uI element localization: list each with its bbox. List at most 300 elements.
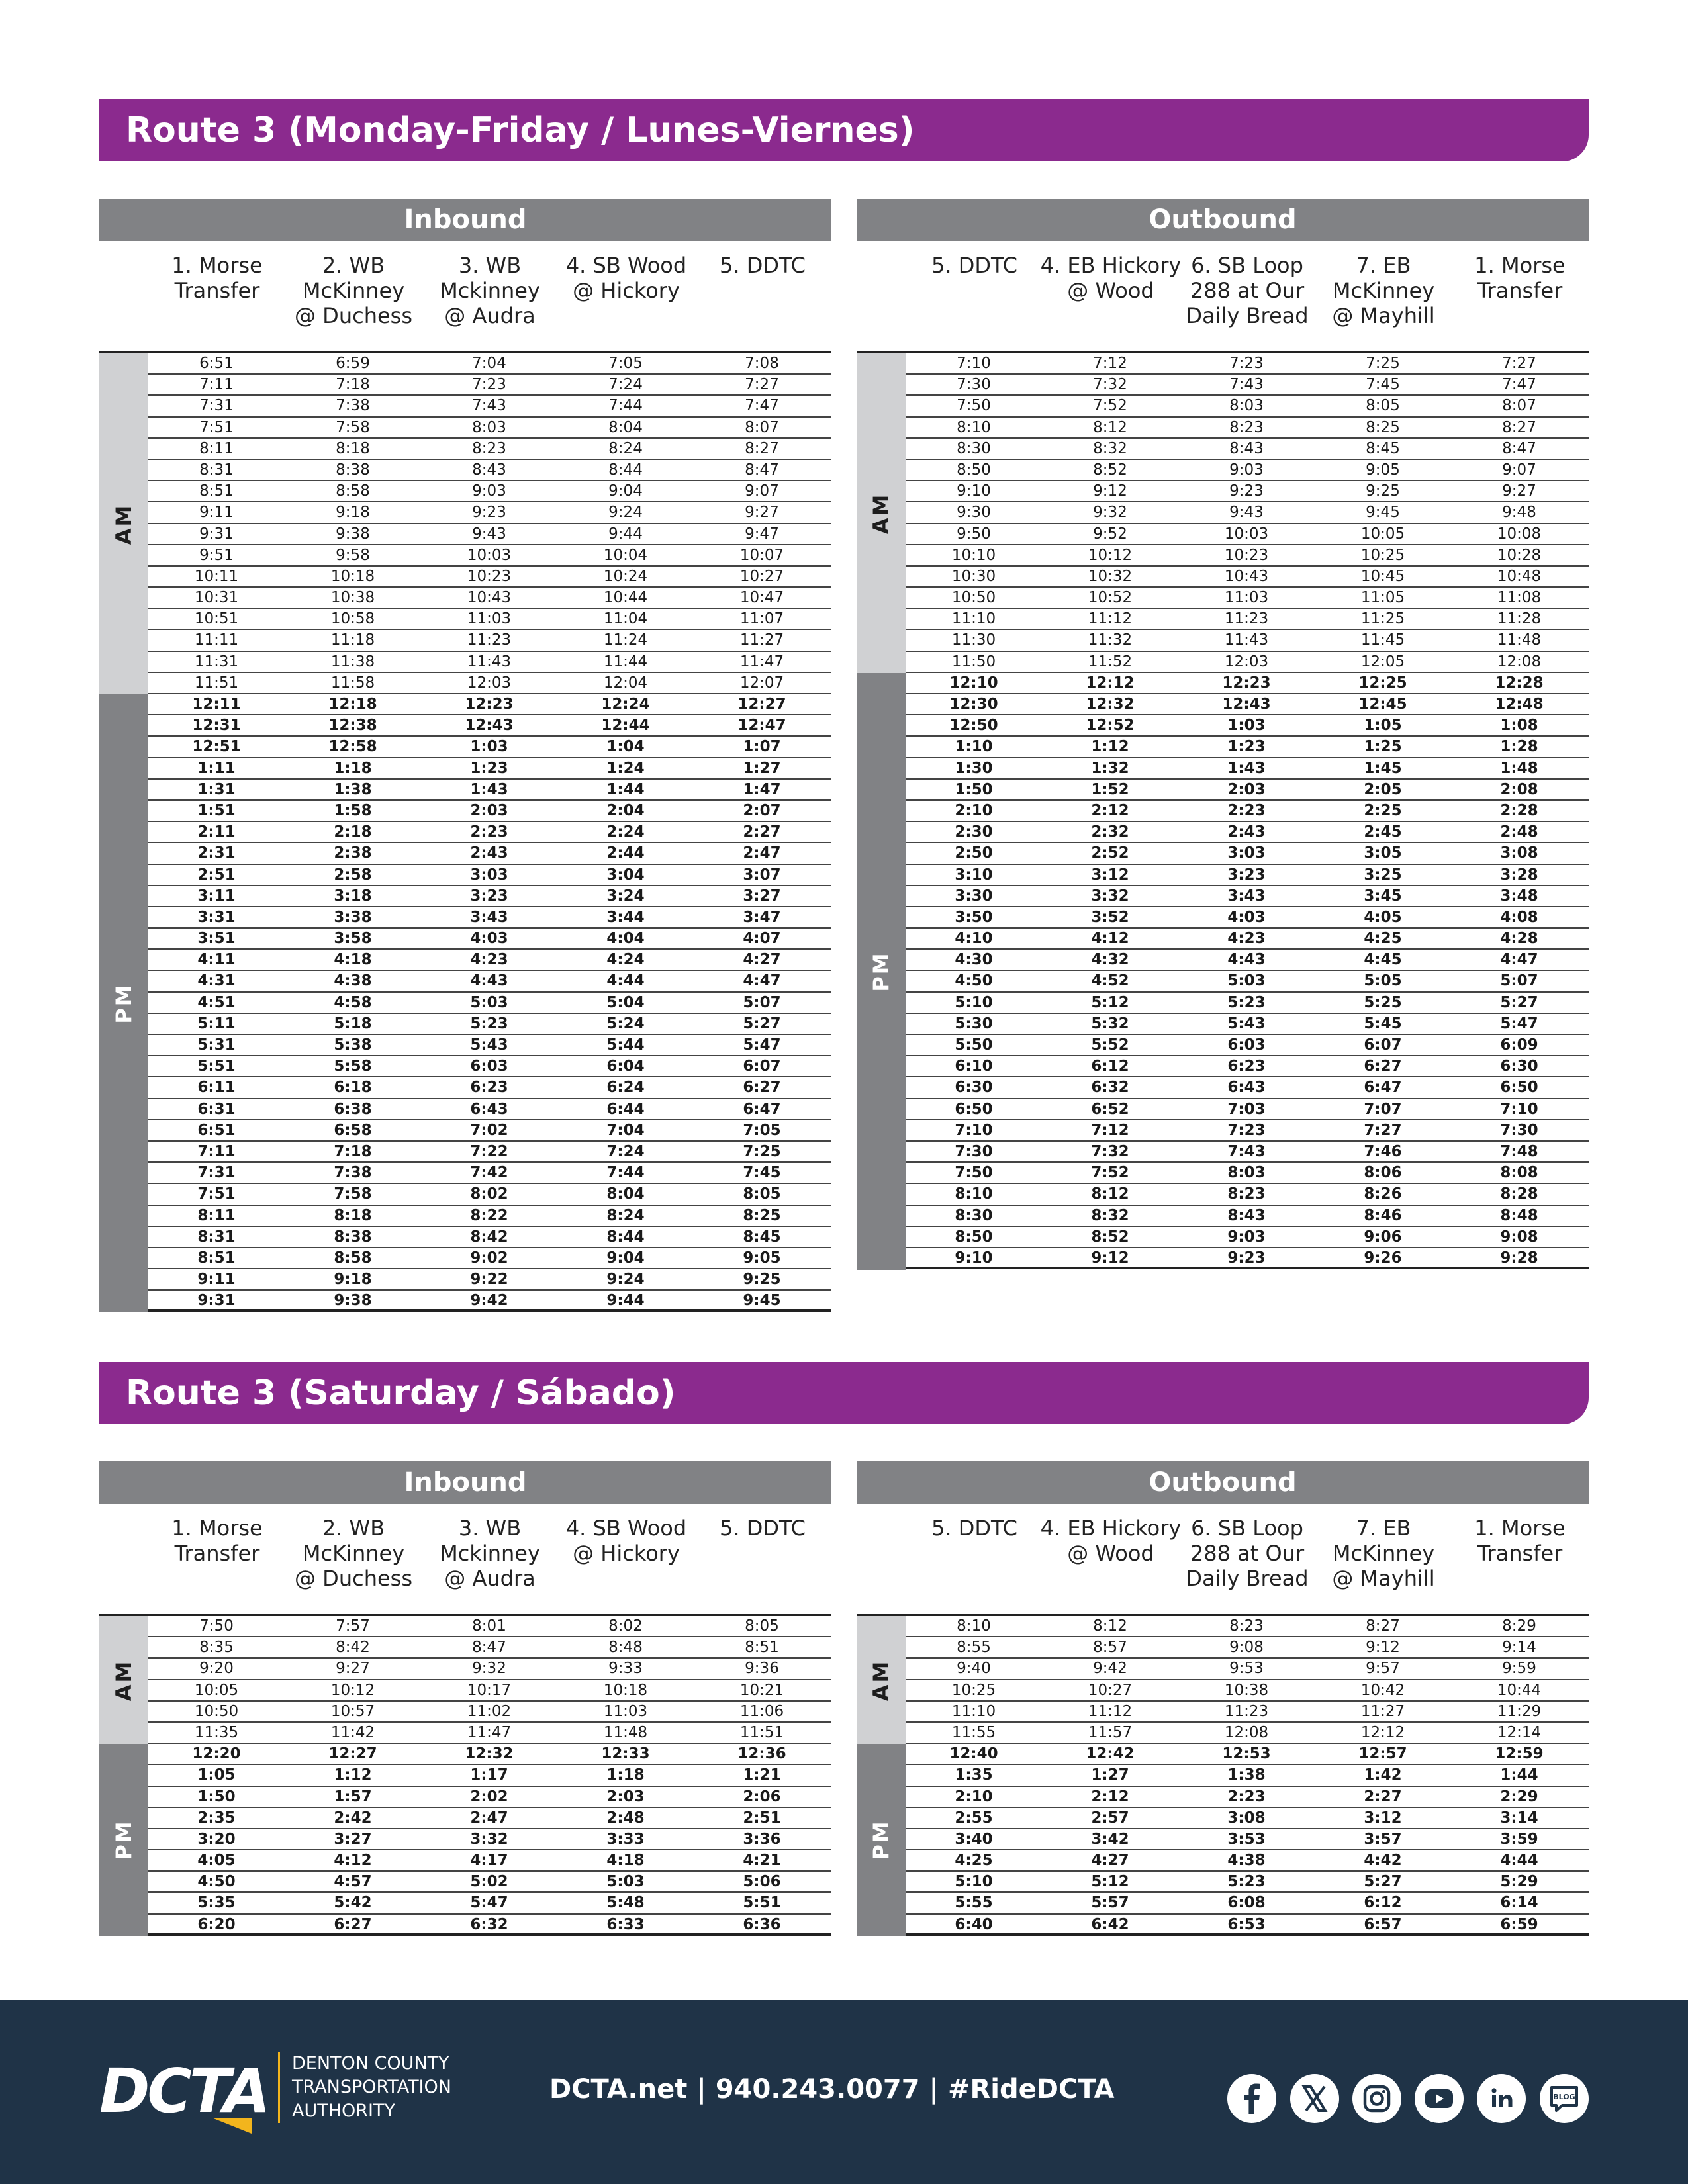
dcta-logo[interactable] — [99, 2056, 268, 2131]
time-cell: 1:38 — [1227, 1766, 1266, 1784]
time-cell: 11:58 — [330, 674, 375, 692]
blog-icon-label: BLOG — [1553, 2093, 1575, 2101]
time-cell: 8:30 — [957, 439, 991, 457]
time-cell: 1:12 — [334, 1766, 372, 1784]
time-cell: 7:44 — [606, 1164, 645, 1182]
time-cell: 5:25 — [1364, 993, 1402, 1011]
table-row — [148, 886, 831, 907]
time-cell: 4:57 — [334, 1873, 372, 1891]
time-cell: 4:25 — [1364, 930, 1402, 948]
time-cell: 6:53 — [1227, 1915, 1266, 1933]
time-cell: 1:23 — [470, 759, 508, 777]
table-row — [148, 1056, 831, 1077]
blog-icon[interactable] — [1540, 2074, 1589, 2123]
table-row — [906, 971, 1589, 992]
time-cell: 12:27 — [737, 696, 786, 713]
time-cell: 9:11 — [197, 1271, 236, 1289]
column-header — [281, 253, 426, 328]
time-cell: 6:09 — [1500, 1036, 1538, 1054]
time-cell: 10:50 — [951, 589, 996, 607]
time-cell: 10:17 — [467, 1681, 512, 1699]
time-cell: 7:11 — [199, 376, 234, 394]
table-row — [148, 630, 831, 651]
time-cell: 1:43 — [470, 780, 508, 798]
table-row — [148, 1808, 831, 1829]
time-cell: 7:30 — [957, 376, 991, 394]
time-cell: 8:31 — [199, 461, 234, 478]
time-cell: 11:42 — [330, 1723, 375, 1741]
table-row — [906, 1744, 1589, 1765]
time-cell: 10:51 — [194, 610, 239, 628]
time-cell: 7:43 — [472, 397, 506, 415]
time-cell: 12:07 — [739, 674, 784, 692]
column-header-line: McKinney — [1332, 1541, 1435, 1566]
time-cell: 3:43 — [470, 908, 508, 926]
time-cell: 3:33 — [606, 1830, 645, 1848]
time-cell: 9:06 — [1364, 1228, 1402, 1246]
time-cell: 11:18 — [330, 631, 375, 649]
time-cell: 1:03 — [1227, 717, 1266, 735]
time-cell: 7:45 — [743, 1164, 781, 1182]
time-cell: 6:27 — [1364, 1058, 1402, 1075]
direction-header: Inbound — [99, 199, 831, 241]
column-header — [690, 1516, 835, 1541]
time-cell: 3:48 — [1500, 887, 1538, 905]
time-cell: 2:50 — [955, 844, 993, 862]
time-cell: 5:42 — [334, 1894, 372, 1912]
table-row — [906, 1765, 1589, 1786]
time-cell: 3:08 — [1227, 1809, 1266, 1827]
time-cell: 9:12 — [1366, 1639, 1400, 1657]
time-cell: 12:30 — [949, 696, 998, 713]
time-cell: 8:51 — [745, 1639, 779, 1657]
time-cell: 3:43 — [1227, 887, 1266, 905]
time-cell: 11:30 — [951, 631, 996, 649]
time-cell: 10:44 — [603, 589, 648, 607]
time-cell: 3:42 — [1091, 1830, 1129, 1848]
time-cell: 1:30 — [955, 759, 993, 777]
table-row — [148, 843, 831, 864]
time-cell: 8:10 — [957, 1617, 991, 1635]
time-cell: 9:25 — [743, 1271, 781, 1289]
time-cell: 4:27 — [1091, 1852, 1129, 1870]
table-row — [148, 1248, 831, 1269]
time-cell: 1:27 — [1091, 1766, 1129, 1784]
time-cell: 12:10 — [949, 674, 998, 692]
time-cell: 7:30 — [955, 1142, 993, 1160]
time-cell: 6:23 — [470, 1079, 508, 1097]
org-line: AUTHORITY — [292, 2101, 395, 2121]
time-cell: 11:10 — [951, 1702, 996, 1720]
time-cell: 12:31 — [192, 717, 241, 735]
time-cell: 2:44 — [606, 844, 645, 862]
column-header-line: 3. WB — [458, 1516, 522, 1541]
time-cell: 2:10 — [955, 1788, 993, 1805]
time-cell: 8:25 — [743, 1206, 781, 1224]
time-cell: 8:30 — [955, 1206, 993, 1224]
time-cell: 8:47 — [472, 1639, 506, 1657]
table-row — [906, 630, 1589, 651]
time-cell: 9:45 — [1366, 504, 1400, 522]
time-cell: 8:05 — [1366, 397, 1400, 415]
table-row — [906, 1014, 1589, 1035]
time-cell: 11:48 — [1497, 631, 1542, 649]
time-cell: 3:28 — [1500, 866, 1538, 884]
time-cell: 4:38 — [1227, 1852, 1266, 1870]
time-cell: 2:03 — [606, 1788, 645, 1805]
time-cell: 10:03 — [1224, 525, 1269, 543]
table-row — [906, 1829, 1589, 1850]
time-cell: 8:10 — [957, 418, 991, 436]
table-row — [148, 1163, 831, 1184]
time-cell: 4:25 — [955, 1852, 993, 1870]
facebook-icon[interactable] — [1227, 2074, 1276, 2123]
column-header — [690, 253, 835, 278]
time-cell: 5:04 — [606, 993, 645, 1011]
time-cell: 6:33 — [606, 1915, 645, 1933]
time-cell: 2:31 — [197, 844, 236, 862]
time-cell: 10:52 — [1088, 589, 1133, 607]
time-cell: 9:52 — [1093, 525, 1127, 543]
time-cell: 2:03 — [1227, 780, 1266, 798]
table-row — [906, 439, 1589, 460]
time-cell: 7:11 — [197, 1142, 236, 1160]
time-cell: 6:18 — [334, 1079, 372, 1097]
column-header — [902, 253, 1047, 278]
table-row — [906, 524, 1589, 545]
column-header-line: Mckinney — [440, 278, 540, 303]
time-cell: 5:48 — [606, 1894, 645, 1912]
time-cell: 10:38 — [1224, 1681, 1269, 1699]
table-row — [906, 1184, 1589, 1205]
time-cell: 12:45 — [1358, 696, 1407, 713]
time-cell: 9:44 — [608, 525, 643, 543]
time-cell: 6:40 — [955, 1915, 993, 1933]
time-cell: 2:51 — [197, 866, 236, 884]
time-cell: 1:18 — [334, 759, 372, 777]
time-cell: 12:40 — [949, 1745, 998, 1763]
time-cell: 8:18 — [336, 439, 370, 457]
table-row — [148, 1077, 831, 1099]
table-row — [906, 950, 1589, 971]
table-row — [906, 1893, 1589, 1914]
table-row — [906, 1248, 1589, 1269]
time-cell: 9:36 — [745, 1660, 779, 1678]
time-cell: 8:35 — [199, 1639, 234, 1657]
time-cell: 1:28 — [1500, 738, 1538, 756]
column-headers — [857, 241, 1589, 351]
time-cell: 5:07 — [743, 993, 781, 1011]
time-cell: 12:12 — [1360, 1723, 1405, 1741]
time-cell: 5:27 — [1500, 993, 1538, 1011]
time-cell: 3:07 — [743, 866, 781, 884]
time-cell: 10:03 — [467, 546, 512, 564]
table-row — [906, 843, 1589, 864]
column-header — [902, 1516, 1047, 1541]
time-cell: 8:47 — [745, 461, 779, 478]
time-cell: 8:11 — [197, 1206, 236, 1224]
time-cell: 12:32 — [1086, 696, 1135, 713]
time-cell: 11:03 — [1224, 589, 1269, 607]
table-row — [148, 1206, 831, 1227]
time-cell: 5:32 — [1091, 1015, 1129, 1032]
time-cell: 8:58 — [334, 1249, 372, 1267]
time-cell: 3:23 — [1227, 866, 1266, 884]
time-cell: 9:05 — [743, 1249, 781, 1267]
column-header-line: Transfer — [174, 1541, 260, 1566]
time-cell: 1:23 — [1227, 738, 1266, 756]
time-cell: 6:27 — [334, 1915, 372, 1933]
time-cell: 8:42 — [336, 1639, 370, 1657]
time-cell: 7:23 — [1227, 1121, 1266, 1139]
time-cell: 1:07 — [743, 738, 781, 756]
time-cell: 9:12 — [1091, 1249, 1129, 1267]
column-header-line: 2. WB — [322, 253, 385, 278]
time-cell: 4:47 — [743, 972, 781, 990]
time-cell: 5:03 — [470, 993, 508, 1011]
table-row — [148, 502, 831, 523]
time-cell: 9:38 — [334, 1292, 372, 1310]
time-cell: 8:05 — [743, 1185, 781, 1203]
time-cell: 8:38 — [336, 461, 370, 478]
time-cell: 8:25 — [1366, 418, 1400, 436]
linkedin-icon[interactable] — [1477, 2074, 1526, 2123]
table-row — [148, 673, 831, 694]
time-cell: 7:38 — [334, 1164, 372, 1182]
column-header-line: @ Hickory — [573, 1541, 680, 1566]
time-cell: 3:58 — [334, 930, 372, 948]
time-cell: 1:27 — [743, 759, 781, 777]
time-cell: 5:23 — [470, 1015, 508, 1032]
instagram-icon[interactable] — [1352, 2074, 1401, 2123]
table-row — [148, 1637, 831, 1659]
time-cell: 1:04 — [606, 738, 645, 756]
column-header-line: @ Audra — [444, 1566, 536, 1591]
am-label: AM — [868, 492, 894, 534]
time-cell: 10:21 — [739, 1681, 784, 1699]
time-cell: 10:23 — [1224, 546, 1269, 564]
table-row — [906, 1637, 1589, 1659]
time-cell: 12:58 — [328, 738, 377, 756]
time-cell: 8:43 — [472, 461, 506, 478]
time-cell: 7:31 — [197, 1164, 236, 1182]
time-cell: 4:44 — [606, 972, 645, 990]
pm-label: PM — [111, 983, 136, 1024]
time-cell: 9:05 — [1366, 461, 1400, 478]
column-header-line: Daily Bread — [1186, 1566, 1309, 1591]
time-cell: 11:43 — [1224, 631, 1269, 649]
column-header-line: 4. SB Wood — [565, 1516, 687, 1541]
table-row — [906, 694, 1589, 715]
time-cell: 8:52 — [1093, 461, 1127, 478]
time-cell: 8:27 — [745, 439, 779, 457]
table-row — [906, 758, 1589, 780]
time-cell: 6:47 — [1364, 1079, 1402, 1097]
table-row — [148, 588, 831, 609]
time-cell: 3:53 — [1227, 1830, 1266, 1848]
time-cell: 8:12 — [1093, 1617, 1127, 1635]
table-row — [148, 865, 831, 886]
time-cell: 8:44 — [608, 461, 643, 478]
time-cell: 9:10 — [957, 482, 991, 500]
time-cell: 9:07 — [1502, 461, 1536, 478]
time-cell: 8:03 — [1227, 1164, 1266, 1182]
time-cell: 11:51 — [194, 674, 239, 692]
time-cell: 3:08 — [1500, 844, 1538, 862]
column-header-line: 288 at Our — [1190, 278, 1305, 303]
time-cell: 1:17 — [470, 1766, 508, 1784]
time-cell: 9:08 — [1229, 1639, 1264, 1657]
time-cell: 4:28 — [1500, 930, 1538, 948]
youtube-icon[interactable] — [1415, 2074, 1464, 2123]
table-row — [148, 418, 831, 439]
time-cell: 8:46 — [1364, 1206, 1402, 1224]
time-cell: 3:45 — [1364, 887, 1402, 905]
table-row — [148, 971, 831, 992]
am-label: AM — [111, 503, 136, 545]
time-cell: 8:03 — [472, 418, 506, 436]
time-cell: 8:31 — [197, 1228, 236, 1246]
time-cell: 10:25 — [951, 1681, 996, 1699]
x-icon[interactable] — [1290, 2074, 1339, 2123]
table-row — [148, 758, 831, 780]
time-cell: 11:57 — [1088, 1723, 1133, 1741]
time-cell: 6:47 — [743, 1100, 781, 1118]
pm-period — [99, 694, 148, 1312]
column-header — [1174, 253, 1320, 328]
time-cell: 2:03 — [470, 801, 508, 819]
contact-info[interactable]: DCTA.net | 940.243.0077 | #RideDCTA — [549, 2074, 1115, 2105]
time-cell: 3:44 — [606, 908, 645, 926]
table-row — [906, 652, 1589, 673]
column-header-line: 7. EB — [1356, 253, 1411, 278]
time-cell: 9:23 — [1229, 482, 1264, 500]
time-cell: 8:51 — [197, 1249, 236, 1267]
time-cell: 4:31 — [197, 972, 236, 990]
table-row — [148, 1035, 831, 1056]
time-cell: 9:33 — [608, 1660, 643, 1678]
time-cell: 2:07 — [743, 801, 781, 819]
time-cell: 4:05 — [197, 1852, 236, 1870]
time-cell: 8:07 — [1502, 397, 1536, 415]
time-cell: 11:29 — [1497, 1702, 1542, 1720]
time-cell: 4:47 — [1500, 951, 1538, 969]
column-header-line: 1. Morse — [1474, 253, 1566, 278]
time-cell: 10:38 — [330, 589, 375, 607]
time-cell: 12:51 — [192, 738, 241, 756]
time-cell: 10:48 — [1497, 567, 1542, 585]
time-cell: 7:03 — [1227, 1100, 1266, 1118]
time-cell: 12:08 — [1497, 653, 1542, 670]
time-cell: 11:04 — [603, 610, 648, 628]
time-cell: 4:51 — [197, 993, 236, 1011]
time-cell: 11:50 — [951, 653, 996, 670]
table-row — [906, 993, 1589, 1014]
time-cell: 2:02 — [470, 1788, 508, 1805]
time-cell: 11:24 — [603, 631, 648, 649]
time-cell: 12:57 — [1358, 1745, 1407, 1763]
time-cell: 10:44 — [1497, 1681, 1542, 1699]
time-cell: 10:08 — [1497, 525, 1542, 543]
time-cell: 1:24 — [606, 759, 645, 777]
table-row — [148, 1893, 831, 1914]
time-cell: 3:18 — [334, 887, 372, 905]
time-cell: 7:10 — [1500, 1100, 1538, 1118]
table-row — [906, 1056, 1589, 1077]
time-cell: 6:59 — [1500, 1915, 1538, 1933]
time-cell: 9:24 — [606, 1271, 645, 1289]
time-cell: 12:47 — [737, 717, 786, 735]
time-cell: 8:42 — [470, 1228, 508, 1246]
time-cell: 11:48 — [603, 1723, 648, 1741]
table-row — [906, 481, 1589, 502]
time-cell: 5:11 — [197, 1015, 236, 1032]
pm-period — [99, 1744, 148, 1936]
column-header-line: @ Wood — [1067, 278, 1154, 303]
time-cell: 12:23 — [465, 696, 514, 713]
time-cell: 9:45 — [743, 1292, 781, 1310]
table-row — [148, 1744, 831, 1765]
time-cell: 9:28 — [1500, 1249, 1538, 1267]
table-row — [906, 353, 1589, 375]
time-cell: 4:18 — [334, 951, 372, 969]
time-cell: 6:11 — [197, 1079, 236, 1097]
time-cell: 1:35 — [955, 1766, 993, 1784]
time-cell: 8:45 — [1366, 439, 1400, 457]
time-cell: 9:50 — [957, 525, 991, 543]
time-cell: 4:44 — [1500, 1852, 1538, 1870]
time-cell: 9:31 — [197, 1292, 236, 1310]
time-cell: 9:44 — [606, 1292, 645, 1310]
time-cell: 7:04 — [606, 1121, 645, 1139]
time-cell: 5:52 — [1091, 1036, 1129, 1054]
time-cell: 9:03 — [1229, 461, 1264, 478]
time-cell: 1:51 — [197, 801, 236, 819]
time-cell: 1:05 — [1364, 717, 1402, 735]
time-cell: 9:51 — [199, 546, 234, 564]
saturday-title: Route 3 (Saturday / Sábado) — [99, 1362, 1589, 1424]
time-cell: 6:32 — [1091, 1079, 1129, 1097]
time-cell: 10:25 — [1360, 546, 1405, 564]
time-cell: 5:12 — [1091, 993, 1129, 1011]
time-cell: 5:44 — [606, 1036, 645, 1054]
time-cell: 4:21 — [743, 1852, 781, 1870]
time-cell: 5:06 — [743, 1873, 781, 1891]
time-cell: 2:45 — [1364, 823, 1402, 841]
time-cell: 10:18 — [603, 1681, 648, 1699]
time-cell: 8:23 — [1229, 418, 1264, 436]
time-cell: 10:05 — [1360, 525, 1405, 543]
time-cell: 9:08 — [1500, 1228, 1538, 1246]
table-row — [148, 545, 831, 567]
time-cell: 10:42 — [1360, 1681, 1405, 1699]
column-header-line: 2. WB — [322, 1516, 385, 1541]
time-cell: 6:08 — [1227, 1894, 1266, 1912]
time-cell: 8:43 — [1229, 439, 1264, 457]
time-cell: 12:23 — [1222, 674, 1271, 692]
time-cell: 3:40 — [955, 1830, 993, 1848]
time-cell: 12:50 — [949, 717, 998, 735]
column-header-line: 5. DDTC — [720, 253, 806, 278]
time-cell: 9:48 — [1502, 504, 1536, 522]
column-header — [417, 253, 563, 328]
time-cell: 4:58 — [334, 993, 372, 1011]
time-cell: 11:27 — [739, 631, 784, 649]
time-cell: 12:04 — [603, 674, 648, 692]
time-cell: 3:47 — [743, 908, 781, 926]
time-cell: 3:27 — [743, 887, 781, 905]
time-cell: 5:38 — [334, 1036, 372, 1054]
